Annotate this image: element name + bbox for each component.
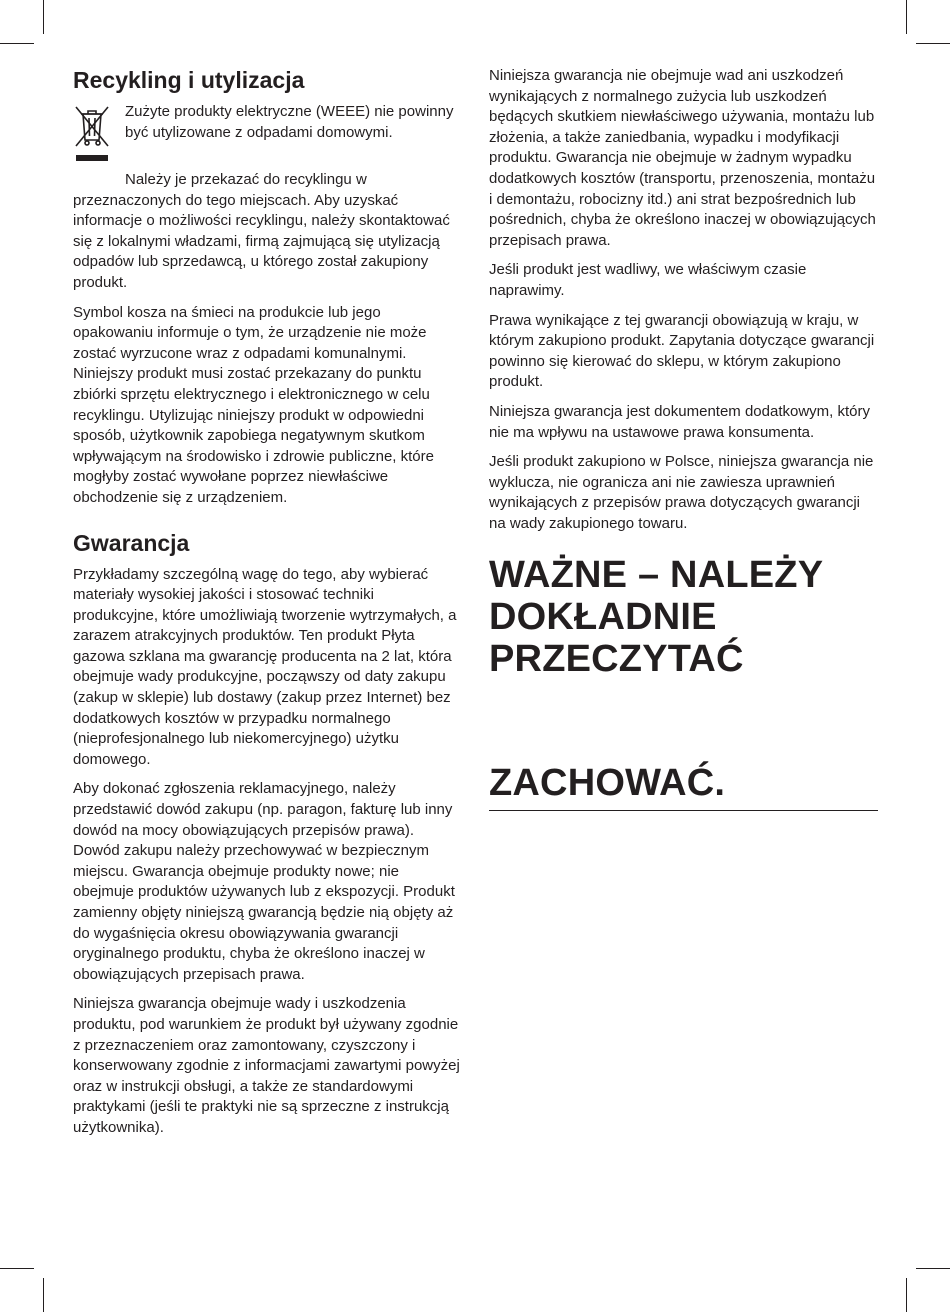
weee-notice	[73, 102, 463, 164]
recycling-paragraph: Symbol kosza na śmieci na produkcie lub jego opakowaniu informuje o tym, że urządzenie nie może zostać wyrzucone wraz z odpadami komunalnymi. Niniejszy produkt musi zostać przekazany do punktu zbiórki sprzętu elektrycznego i elektronicznego w celu recyklingu. Utylizując niniejszy produkt w odpowiedni sposób, użytkownik zapobiega negatywnym skutkom wpływającym na środowisko i zdrowie publiczne, które mogłyby zostać wywołane poprzez niewłaściwe obchodzenie się z urządzeniem.	[73, 303, 434, 506]
crossed-out-wheelie-bin-icon	[73, 104, 111, 164]
recycling-paragraph: Należy je przekazać do recyklingu w przeznaczonych do tego miejscach. Aby uzyskać informacje o możliwości recyklingu, należy skontaktować się z lokalnymi władzami, firmą zajmującą się utylizacją odpadów lub sprzedawcą, u którego został zakupiony produkt.	[73, 171, 450, 291]
warranty-heading: Gwarancja	[73, 529, 190, 556]
warranty-paragraph: Jeśli produkt zakupiono w Polsce, niniejsza gwarancja nie wyklucza, nie ogranicza ani nie zawiesza uprawnień wynikających z przepisów prawa dotyczących gwarancji na wady zakupionego towaru.	[489, 453, 874, 532]
warranty-paragraph: Przykładamy szczególną wagę do tego, aby wybierać materiały wysokiej jakości i stosować techniki produkcyjne, które umożliwiają tworzenie wytrzymałych, a zarazem atrakcyjnych produktów. Ten produkt Płyta gazowa szklana ma gwarancję producenta na 2 lat, która obejmuje wady produkcyjne, począwszy od daty zakupu (zakup w sklepie) lub dostawy (zakup przez Internet) bez dodatkowych kosztów w przypadku normalnego (nieprofesjonalnego lub niekomercyjnego) użytku domowego.	[73, 565, 457, 768]
warranty-paragraph: Jeśli produkt jest wadliwy, we właściwym czasie naprawimy.	[489, 261, 807, 299]
crop-mark	[916, 43, 950, 44]
left-column	[73, 66, 463, 1148]
warranty-paragraph: Niniejsza gwarancja obejmuje wady i uszkodzenia produktu, pod warunkiem że produkt był używany zgodnie z przeznaczeniem oraz zamontowany, czyszczony i konserwowany zgodnie z informacjami zawartymi powyżej oraz w instrukcji obsługi, a także ze standardowymi praktykami (jeśli te praktyki nie są sprzeczne z instrukcją użytkownika).	[73, 995, 460, 1136]
important-heading-line: WAŻNE – NALEŻY	[489, 554, 824, 597]
warranty-paragraph: Aby dokonać zgłoszenia reklamacyjnego, należy przedstawić dowód zakupu (np. paragon, fakturę lub inny dowód na mocy obowiązujących przepisów prawa). Dowód zakupu należy przechowywać w bezpiecznym miejscu. Gwarancja obejmuje produkty nowe; nie obejmuje produktów używanych lub z ekspozycji. Produkt zamienny objęty niniejszą gwarancją będzie nią objęty aż do wygaśnięcia okresu obowiązywania gwarancji oryginalnego produktu, chyba że określono inaczej w obowiązujących przepisach prawa.	[73, 780, 455, 983]
crop-mark	[0, 1268, 34, 1269]
crop-mark	[906, 0, 907, 34]
keep-heading: ZACHOWAĆ.	[489, 762, 726, 805]
warranty-paragraph: Niniejsza gwarancja jest dokumentem dodatkowym, który nie ma wpływu na ustawowe prawa konsumenta.	[489, 402, 870, 441]
important-notice	[489, 554, 879, 811]
crop-mark	[906, 1278, 907, 1312]
right-column	[489, 66, 879, 811]
warranty-paragraph: Niniejsza gwarancja nie obejmuje wad ani uszkodzeń wynikających z normalnego zużycia lub uszkodzeń będących skutkiem niewłaściwego używania, montażu lub złożenia, a także zaniedbania, wypadku i modyfikacji produktu. Gwarancja nie obejmuje w żadnym wypadku dodatkowych kosztów (transportu, przenoszenia, montażu i demontażu, robocizny itd.) ani strat bezpośrednich lub pośrednich, chyba że określono inaczej w obowiązujących przepisach prawa.	[489, 67, 876, 249]
divider	[489, 810, 878, 811]
crop-mark	[43, 1278, 44, 1312]
important-heading-line: DOKŁADNIE	[489, 596, 717, 639]
important-heading-line: PRZECZYTAĆ	[489, 638, 744, 681]
crop-mark	[916, 1268, 950, 1269]
crop-mark	[0, 43, 34, 44]
weee-text: Zużyte produkty elektryczne (WEEE) nie powinny być utylizowane z odpadami domowymi.	[125, 103, 454, 141]
recycling-heading: Recykling i utylizacja	[73, 67, 305, 93]
crop-mark	[43, 0, 44, 34]
warranty-paragraph: Prawa wynikające z tej gwarancji obowiązują w kraju, w którym zakupiono produkt. Zapytania dotyczące gwarancji powinno się kierować do sklepu, w którym zakupiono produkt.	[489, 311, 875, 391]
